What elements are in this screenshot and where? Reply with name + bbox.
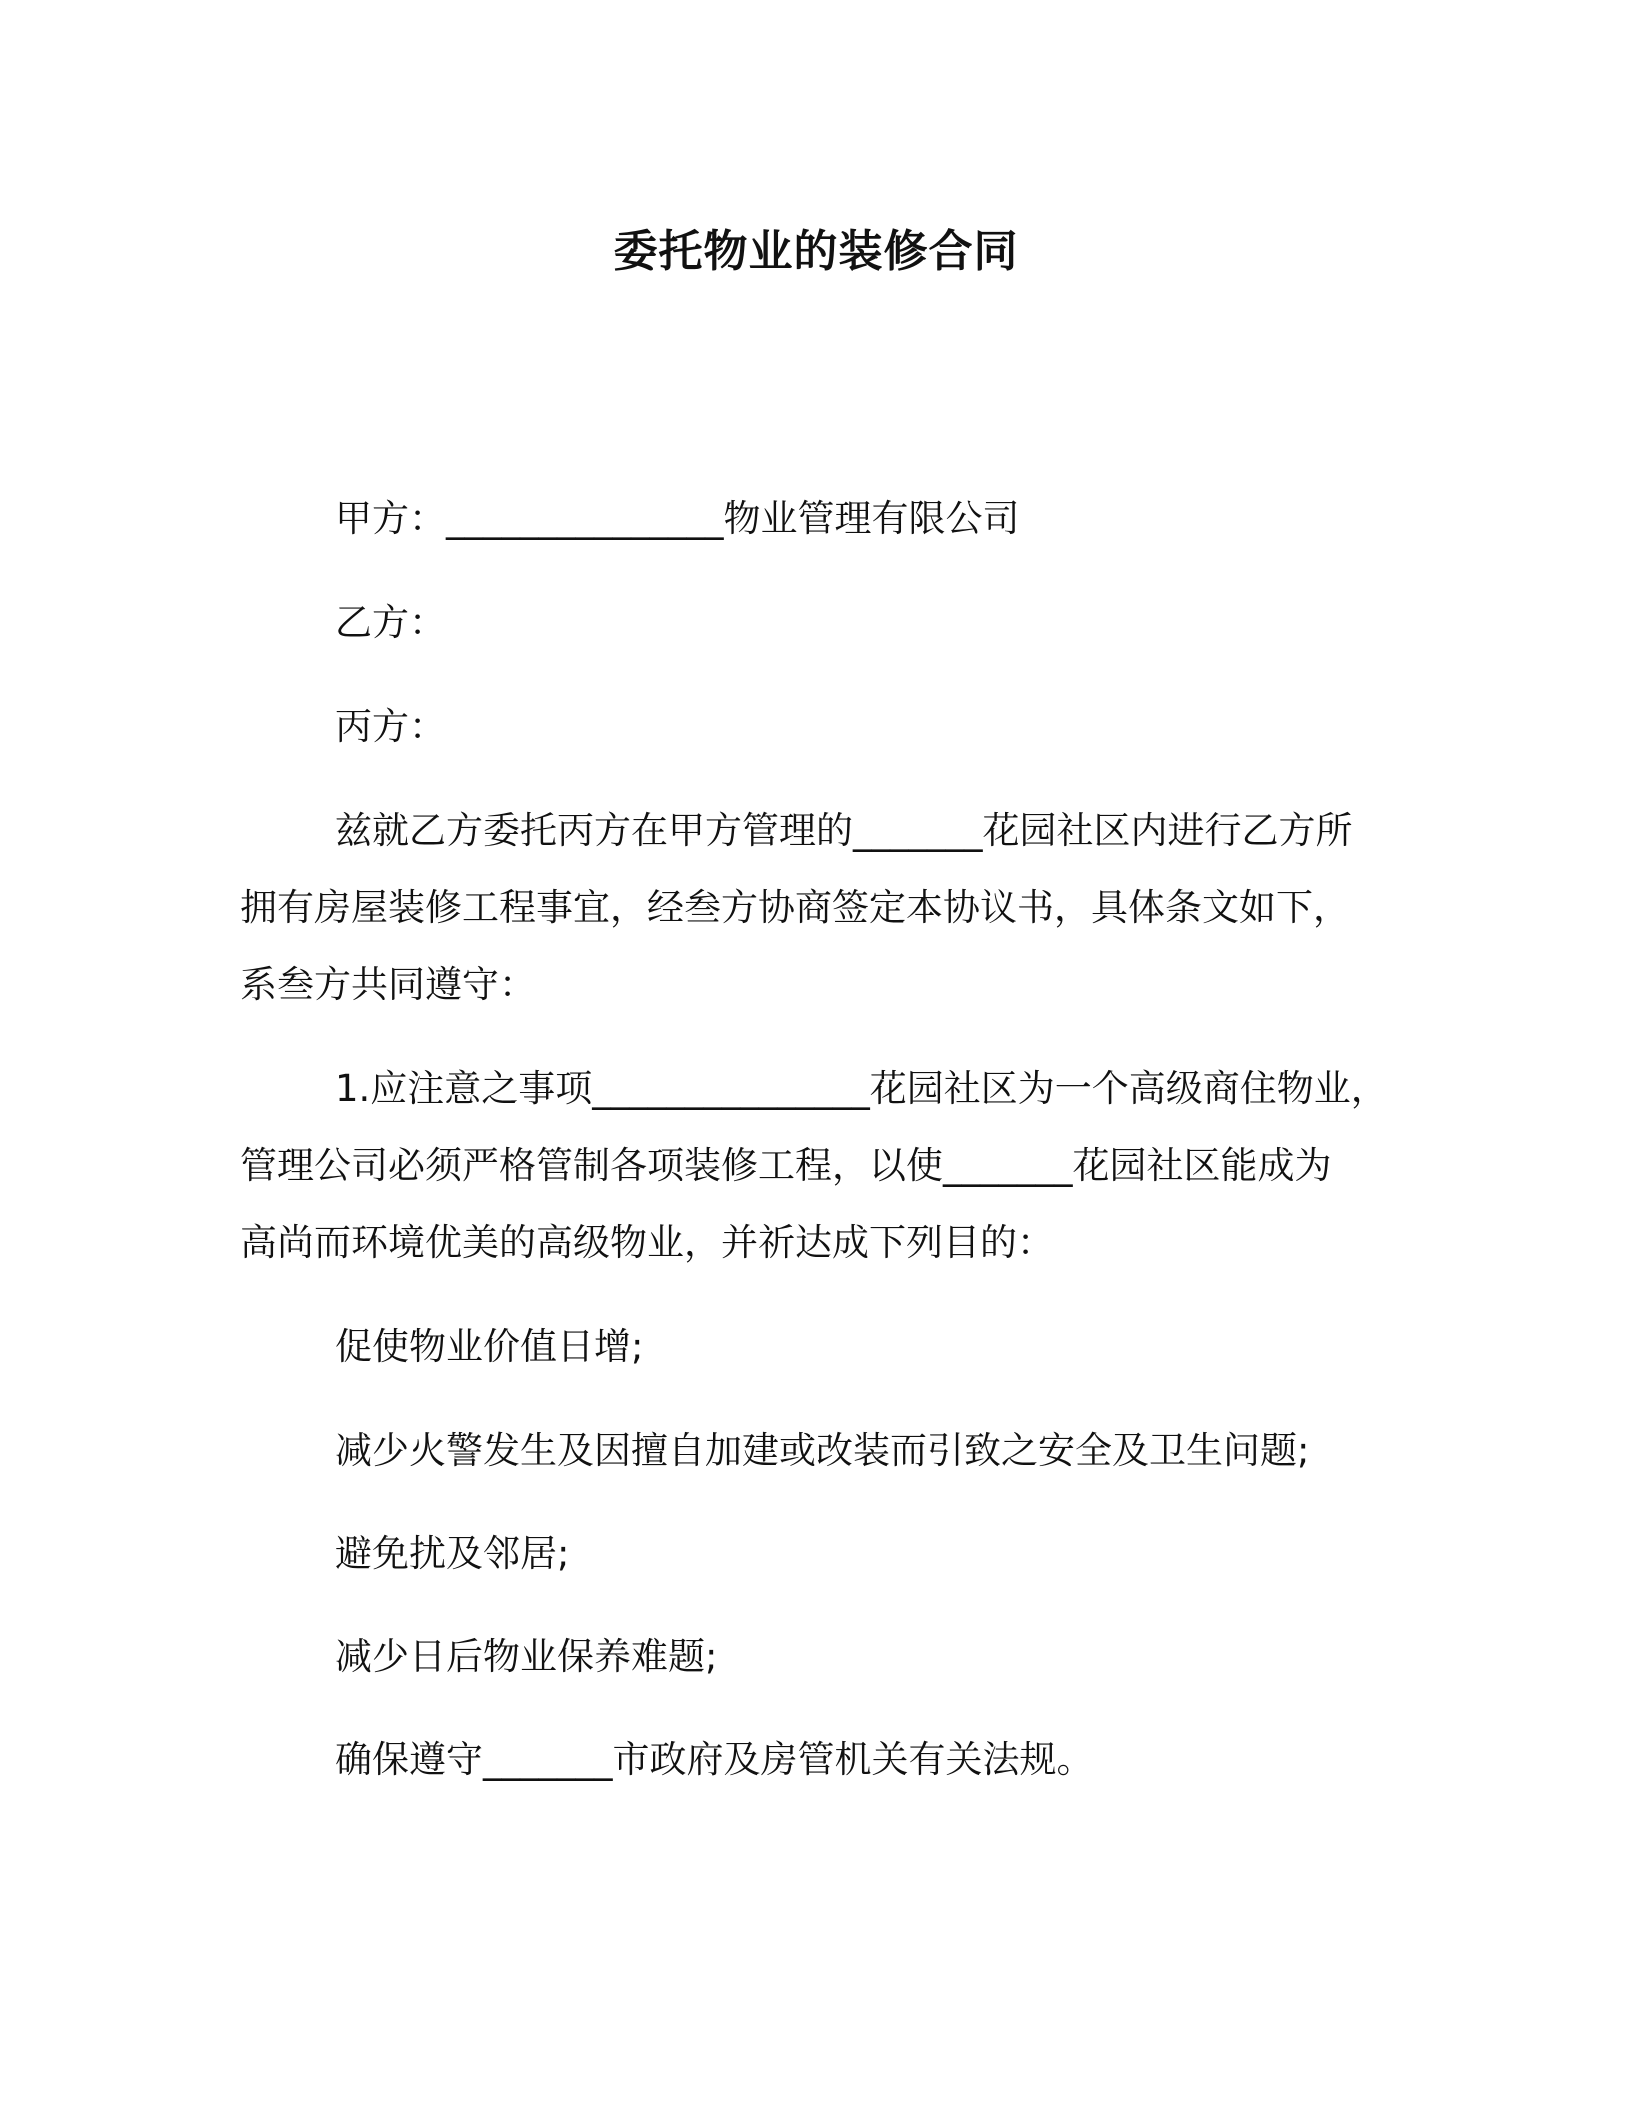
clause-line: 高尚而环境优美的高级物业，并祈达成下列目的： bbox=[240, 1221, 1054, 1264]
preamble-line: 系叁方共同遵守： bbox=[240, 963, 536, 1006]
goal-item: 确保遵守_______市政府及房管机关有关法规。 bbox=[335, 1738, 1094, 1781]
party-b-line: 乙方： bbox=[335, 601, 446, 644]
goal-item: 减少日后物业保养难题; bbox=[335, 1635, 718, 1678]
preamble-line: 拥有房屋装修工程事宜，经叁方协商签定本协议书，具体条文如下， bbox=[240, 886, 1350, 929]
preamble-line: 兹就乙方委托丙方在甲方管理的_______花园社区内进行乙方所 bbox=[335, 809, 1353, 852]
clause-line: 管理公司必须严格管制各项装修工程，以使_______花园社区能成为 bbox=[240, 1144, 1332, 1187]
goal-item: 促使物业价值日增; bbox=[335, 1325, 644, 1368]
document-title: 委托物业的装修合同 bbox=[613, 226, 1019, 277]
party-c-line: 丙方： bbox=[335, 705, 446, 748]
party-a-line: 甲方：_______________物业管理有限公司 bbox=[335, 497, 1020, 540]
goal-item: 避免扰及邻居; bbox=[335, 1532, 570, 1575]
goal-item: 减少火警发生及因擅自加建或改装而引致之安全及卫生问题; bbox=[335, 1429, 1310, 1472]
clause-line: 1.应注意之事项_______________花园社区为一个高级商住物业， bbox=[335, 1067, 1388, 1110]
